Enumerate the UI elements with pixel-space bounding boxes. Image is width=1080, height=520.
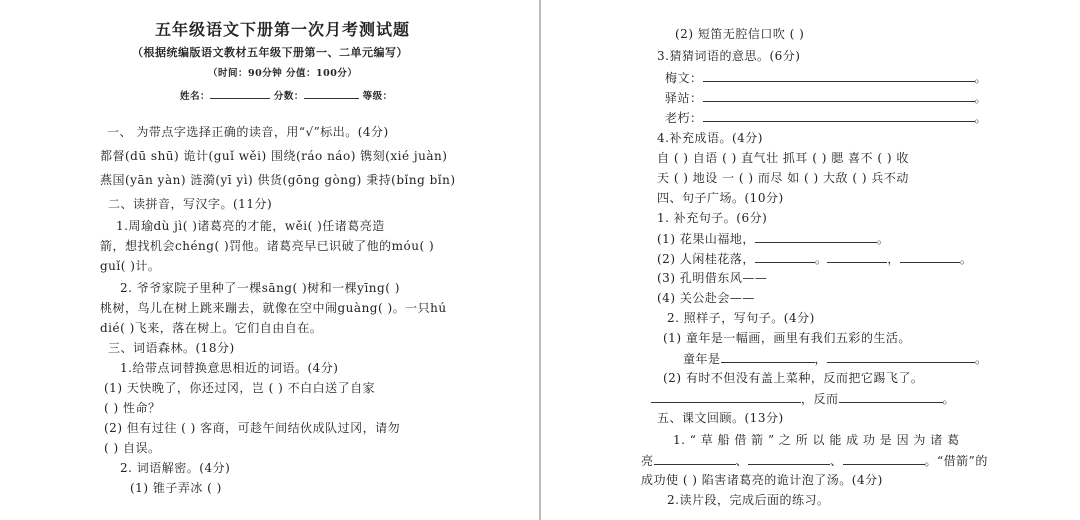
q5-1-blank-2[interactable] xyxy=(748,452,830,465)
q3-1-line-3: (2) 但有过往 ( ) 客商，可趁午间结伙成队过冈，请勿 xyxy=(104,421,401,435)
q4-2-blank-1[interactable] xyxy=(721,350,815,363)
word-meaning-1-blank[interactable] xyxy=(703,69,975,82)
q4-1-blank-1[interactable] xyxy=(755,230,877,243)
left-column xyxy=(0,0,539,520)
q4-2-heading: 2. 照样子，写句子。(4分) xyxy=(667,311,815,325)
q3-1-line-4: ( ) 自误。 xyxy=(104,441,161,455)
section-2-heading: 二、读拼音，写汉字。(11分) xyxy=(108,197,273,211)
right-column xyxy=(541,0,1080,520)
name-label: 姓名： xyxy=(180,91,211,102)
q4-1-blank-2[interactable] xyxy=(755,250,815,263)
exam-title: 五年级语文下册第一次月考测试题 xyxy=(155,20,411,39)
q4-1-line-3: (3) 孔明借东风—— xyxy=(657,271,768,285)
exam-subtitle: （根据统编版语文教材五年级下册第一、二单元编写） xyxy=(132,46,408,59)
idiom-row-2: 天 ( ) 地设 一 ( ) 而尽 如 ( ) 大敌 ( ) 兵不动 xyxy=(657,171,909,185)
q4-2-blank-2[interactable] xyxy=(827,350,975,363)
q2-line-4: 2. 爷爷家院子里种了一棵sāng( )树和一棵yīng( ) xyxy=(120,281,400,295)
q4-2-answer-1: 童年是 ， 。 xyxy=(683,352,988,366)
student-info-line xyxy=(180,86,393,105)
q3-4-heading: 4.补充成语。(4分) xyxy=(657,131,763,145)
q3-2-line-1: (1) 锥子弄冰 ( ) xyxy=(130,481,222,495)
q3-2-line-2: (2) 短笛无腔信口吹 ( ) xyxy=(675,27,805,41)
q3-1-line-2: ( ) 性命？ xyxy=(104,401,161,415)
q2-line-5: 桃树，鸟儿在树上跳来蹦去，就像在空中闹guàng( )。一只hú xyxy=(100,301,447,315)
section-1-heading: 一、 为带点字选择正确的读音，用“√”标出。(4分) xyxy=(107,125,389,139)
q4-2-blank-4[interactable] xyxy=(839,390,943,403)
q5-1-blank-1[interactable] xyxy=(654,452,736,465)
q2-line-2: 箭，想找机会chéng( )罚他。诸葛亮早已识破了他的móu( ) xyxy=(100,239,435,253)
pinyin-row-1: 都督(dū shū) 诡计(guǐ wěi) 围绕(ráo náo) 镌刻(xié juàn) xyxy=(100,149,448,163)
grade-label: 等级： xyxy=(362,91,393,102)
q2-line-3: guǐ( )计。 xyxy=(100,259,161,273)
q4-1-line-4: (4) 关公赴会—— xyxy=(657,291,755,305)
score-label: 分数： xyxy=(273,91,304,102)
q3-1-heading: 1.给带点词替换意思相近的词语。(4分) xyxy=(120,361,339,375)
q4-1-line-2: (2) 人闲桂花落， 。 ， 。 xyxy=(657,252,973,266)
q4-2-answer-2: ，反而 。 xyxy=(651,390,955,407)
q2-line-6: dié( )飞来，落在树上。它们自由自在。 xyxy=(100,321,323,335)
section-4-heading: 四、句子广场。(10分) xyxy=(657,191,784,205)
word-meaning-3-blank[interactable] xyxy=(703,109,975,122)
word-meaning-2-blank[interactable] xyxy=(703,89,975,102)
q5-1-blank-3[interactable] xyxy=(843,452,925,465)
q3-3-heading: 3.猜猜词语的意思。(6分) xyxy=(657,49,801,63)
word-meaning-2: 驿站： 。 xyxy=(665,91,988,105)
word-meaning-1: 梅文： 。 xyxy=(665,71,988,85)
q3-1-line-1: (1) 天快晚了，你还过冈，岂 ( ) 不白白送了自家 xyxy=(104,381,376,395)
q3-2-heading: 2. 词语解密。(4分) xyxy=(120,461,231,475)
q5-1-line-3: 成功使 ( ) 陷害诸葛亮的诡计泡了汤。(4分) xyxy=(641,473,883,487)
q5-2-heading: 2.读片段，完成后面的练习。 xyxy=(667,493,830,507)
exam-meta: （时间：90分钟 分值：100分） xyxy=(208,68,358,79)
q5-1-line-2: 亮 、 、 。“借箭”的 xyxy=(641,454,988,468)
q5-1-line-1: 1. “ 草 船 借 箭 ” 之 所 以 能 成 功 是 因 为 诸 葛 xyxy=(673,433,960,447)
score-blank[interactable] xyxy=(304,86,359,99)
q2-line-1: 1.周瑜dù jì( )诸葛亮的才能，wěi( )任诸葛亮造 xyxy=(116,219,385,233)
q4-1-line-1: (1) 花果山福地， 。 xyxy=(657,232,890,246)
idiom-row-1: 自 ( ) 自语 ( ) 直气壮 抓耳 ( ) 腮 喜不 ( ) 收 xyxy=(657,151,909,165)
q4-2-example: (1) 童年是一幅画，画里有我们五彩的生活。 xyxy=(663,331,911,345)
word-meaning-3: 老朽： 。 xyxy=(665,111,988,125)
section-5-heading: 五、课文回顾。(13分) xyxy=(657,411,784,425)
q4-1-heading: 1. 补充句子。(6分) xyxy=(657,211,768,225)
q4-2-example-2: (2) 有时不但没有盖上菜种，反而把它踢飞了。 xyxy=(663,371,924,385)
name-blank[interactable] xyxy=(210,86,270,99)
q4-1-blank-3[interactable] xyxy=(827,250,887,263)
pinyin-row-2: 燕国(yān yàn) 涟漪(yī yì) 供货(gōng gòng) 秉持(bǐng bǐn) xyxy=(100,173,456,187)
q4-1-blank-4[interactable] xyxy=(900,250,960,263)
section-3-heading: 三、词语森林。(18分) xyxy=(108,341,235,355)
q4-2-blank-3[interactable] xyxy=(651,390,801,403)
